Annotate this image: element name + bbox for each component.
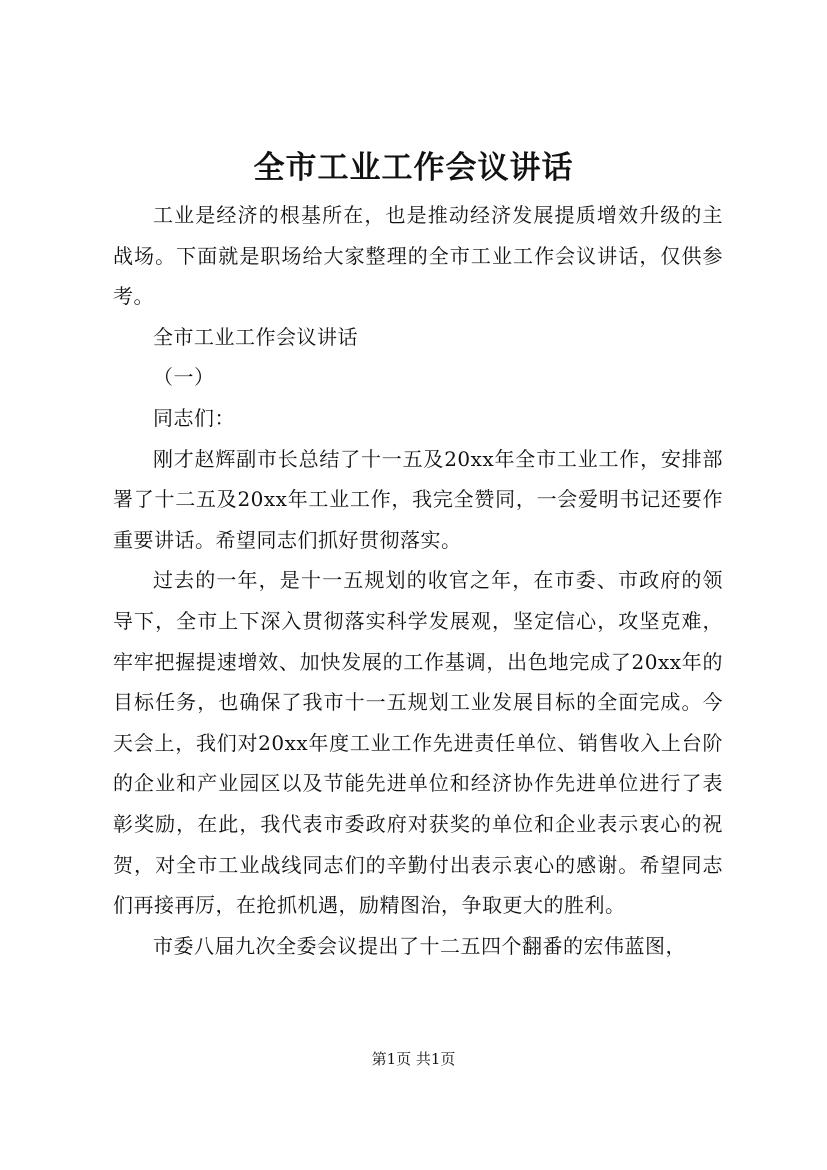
paragraph-section-number: （一） — [153, 365, 215, 390]
paragraph-review: 过去的一年，是十一五规划的收官之年，在市委、市政府的领导下，全市上下深入贯彻落实科学发展观，坚定信心，攻坚克难，牢牢把握提速增效、加快发展的工作基调，出色地完成了20xx年的目标任务，也确保了我市十一五规划工业发展目标的全面完成。今天会上，我们对20xx年度工业工作先进责任单位、销售收入上台阶的企业和产业园区以及节能先进单位和经济协作先进单位进行了表彰奖励，在此，我代表市委政府对获奖的单位和企业表示衷心的祝贺，对全市工业战线同志们的辛勤付出表示衷心的感谢。希望同志们再接再厉，在抢抓机遇，励精图治，争取更大的胜利。 — [113, 568, 723, 918]
paragraph-intro: 工业是经济的根基所在，也是推动经济发展提质增效升级的主战场。下面就是职场给大家整理的全市工业工作会议讲话，仅供参考。 — [113, 203, 723, 309]
paragraph-subtitle: 全市工业工作会议讲话 — [153, 324, 358, 349]
paragraph-salutation: 同志们： — [153, 405, 235, 430]
page-title: 全市工业工作会议讲话 — [253, 150, 574, 186]
paragraph-opening: 刚才赵辉副市长总结了十一五及20xx年全市工业工作，安排部署了十二五及20xx年工业工作，我完全赞同，一会爱明书记还要作重要讲话。希望同志们抓好贯彻落实。 — [113, 446, 723, 552]
paragraph-blueprint: 市委八届九次全委会议提出了十二五四个翻番的宏伟蓝图， — [153, 933, 686, 958]
document-body — [113, 195, 723, 966]
page-footer: 第1页 共1页 — [371, 1050, 456, 1068]
